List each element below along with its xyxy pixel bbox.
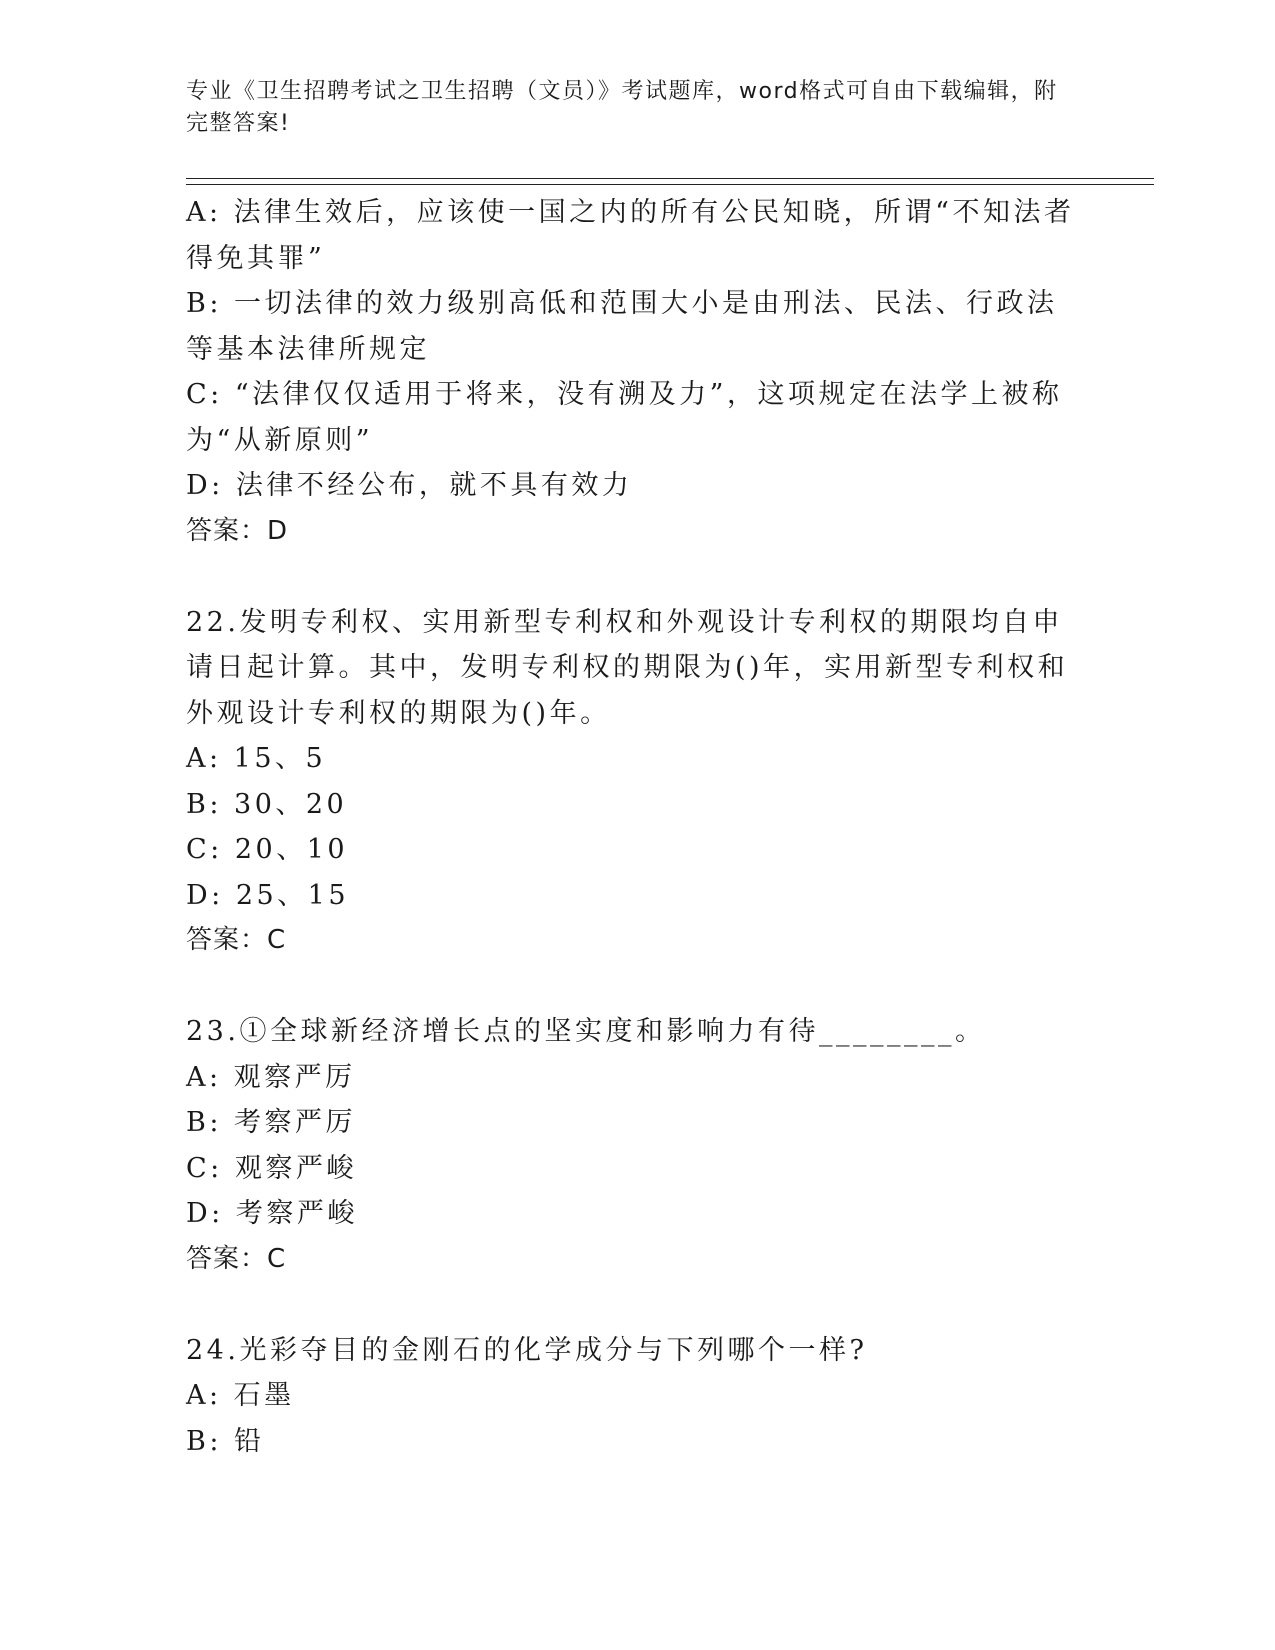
option-d: D: 考察严峻 [186,1198,358,1229]
question-stem: 23.①全球新经济增长点的坚实度和影响力有待________。 [186,1016,986,1047]
spacer [186,1282,1076,1328]
answer: 答案：C [186,1243,287,1274]
option-d: D: 25、15 [186,879,350,911]
question-23 [186,1009,1076,1282]
option-b: B: 考察严厉 [186,1107,357,1138]
option-b: B: 一切法律的效力级别高低和范围大小是由刑法、民法、行政法等基本法律所规定 [186,288,1058,365]
option-a: A: 石墨 [186,1380,295,1411]
question-stem: 22.发明专利权、实用新型专利权和外观设计专利权的期限均自申请日起计算。其中，发明专利权的期限为()年，实用新型专利权和外观设计专利权的期限为()年。 [186,606,1069,729]
option-b: B: 30、20 [186,788,348,820]
option-c: C: “法律仅仅适用于将来，没有溯及力”，这项规定在法学上被称为“从新原则” [186,379,1063,456]
answer: 答案：C [186,925,287,955]
option-a: A: 法律生效后，应该使一国之内的所有公民知晓，所谓“不知法者得免其罪” [186,197,1075,274]
option-a: A: 观察严厉 [186,1061,356,1093]
question-content [186,190,1076,1464]
option-a: A: 15、5 [186,743,327,774]
question-21 [186,190,1076,554]
spacer [186,554,1076,600]
header-divider-top [186,178,1154,179]
option-c: C: 20、10 [186,834,349,865]
option-b: B: 铅 [186,1425,265,1457]
document-header: 专业《卫生招聘考试之卫生招聘（文员）》考试题库，word格式可自由下载编辑，附完整答案! [186,79,1058,136]
question-22 [186,600,1076,964]
option-d: D: 法律不经公布，就不具有效力 [186,470,633,501]
option-c: C: 观察严峻 [186,1152,357,1184]
header-divider-bottom [186,184,1154,185]
question-stem: 24.光彩夺目的金刚石的化学成分与下列哪个一样? [186,1334,868,1366]
spacer [186,964,1076,1010]
question-24 [186,1328,1076,1465]
answer: 答案：D [186,515,289,546]
